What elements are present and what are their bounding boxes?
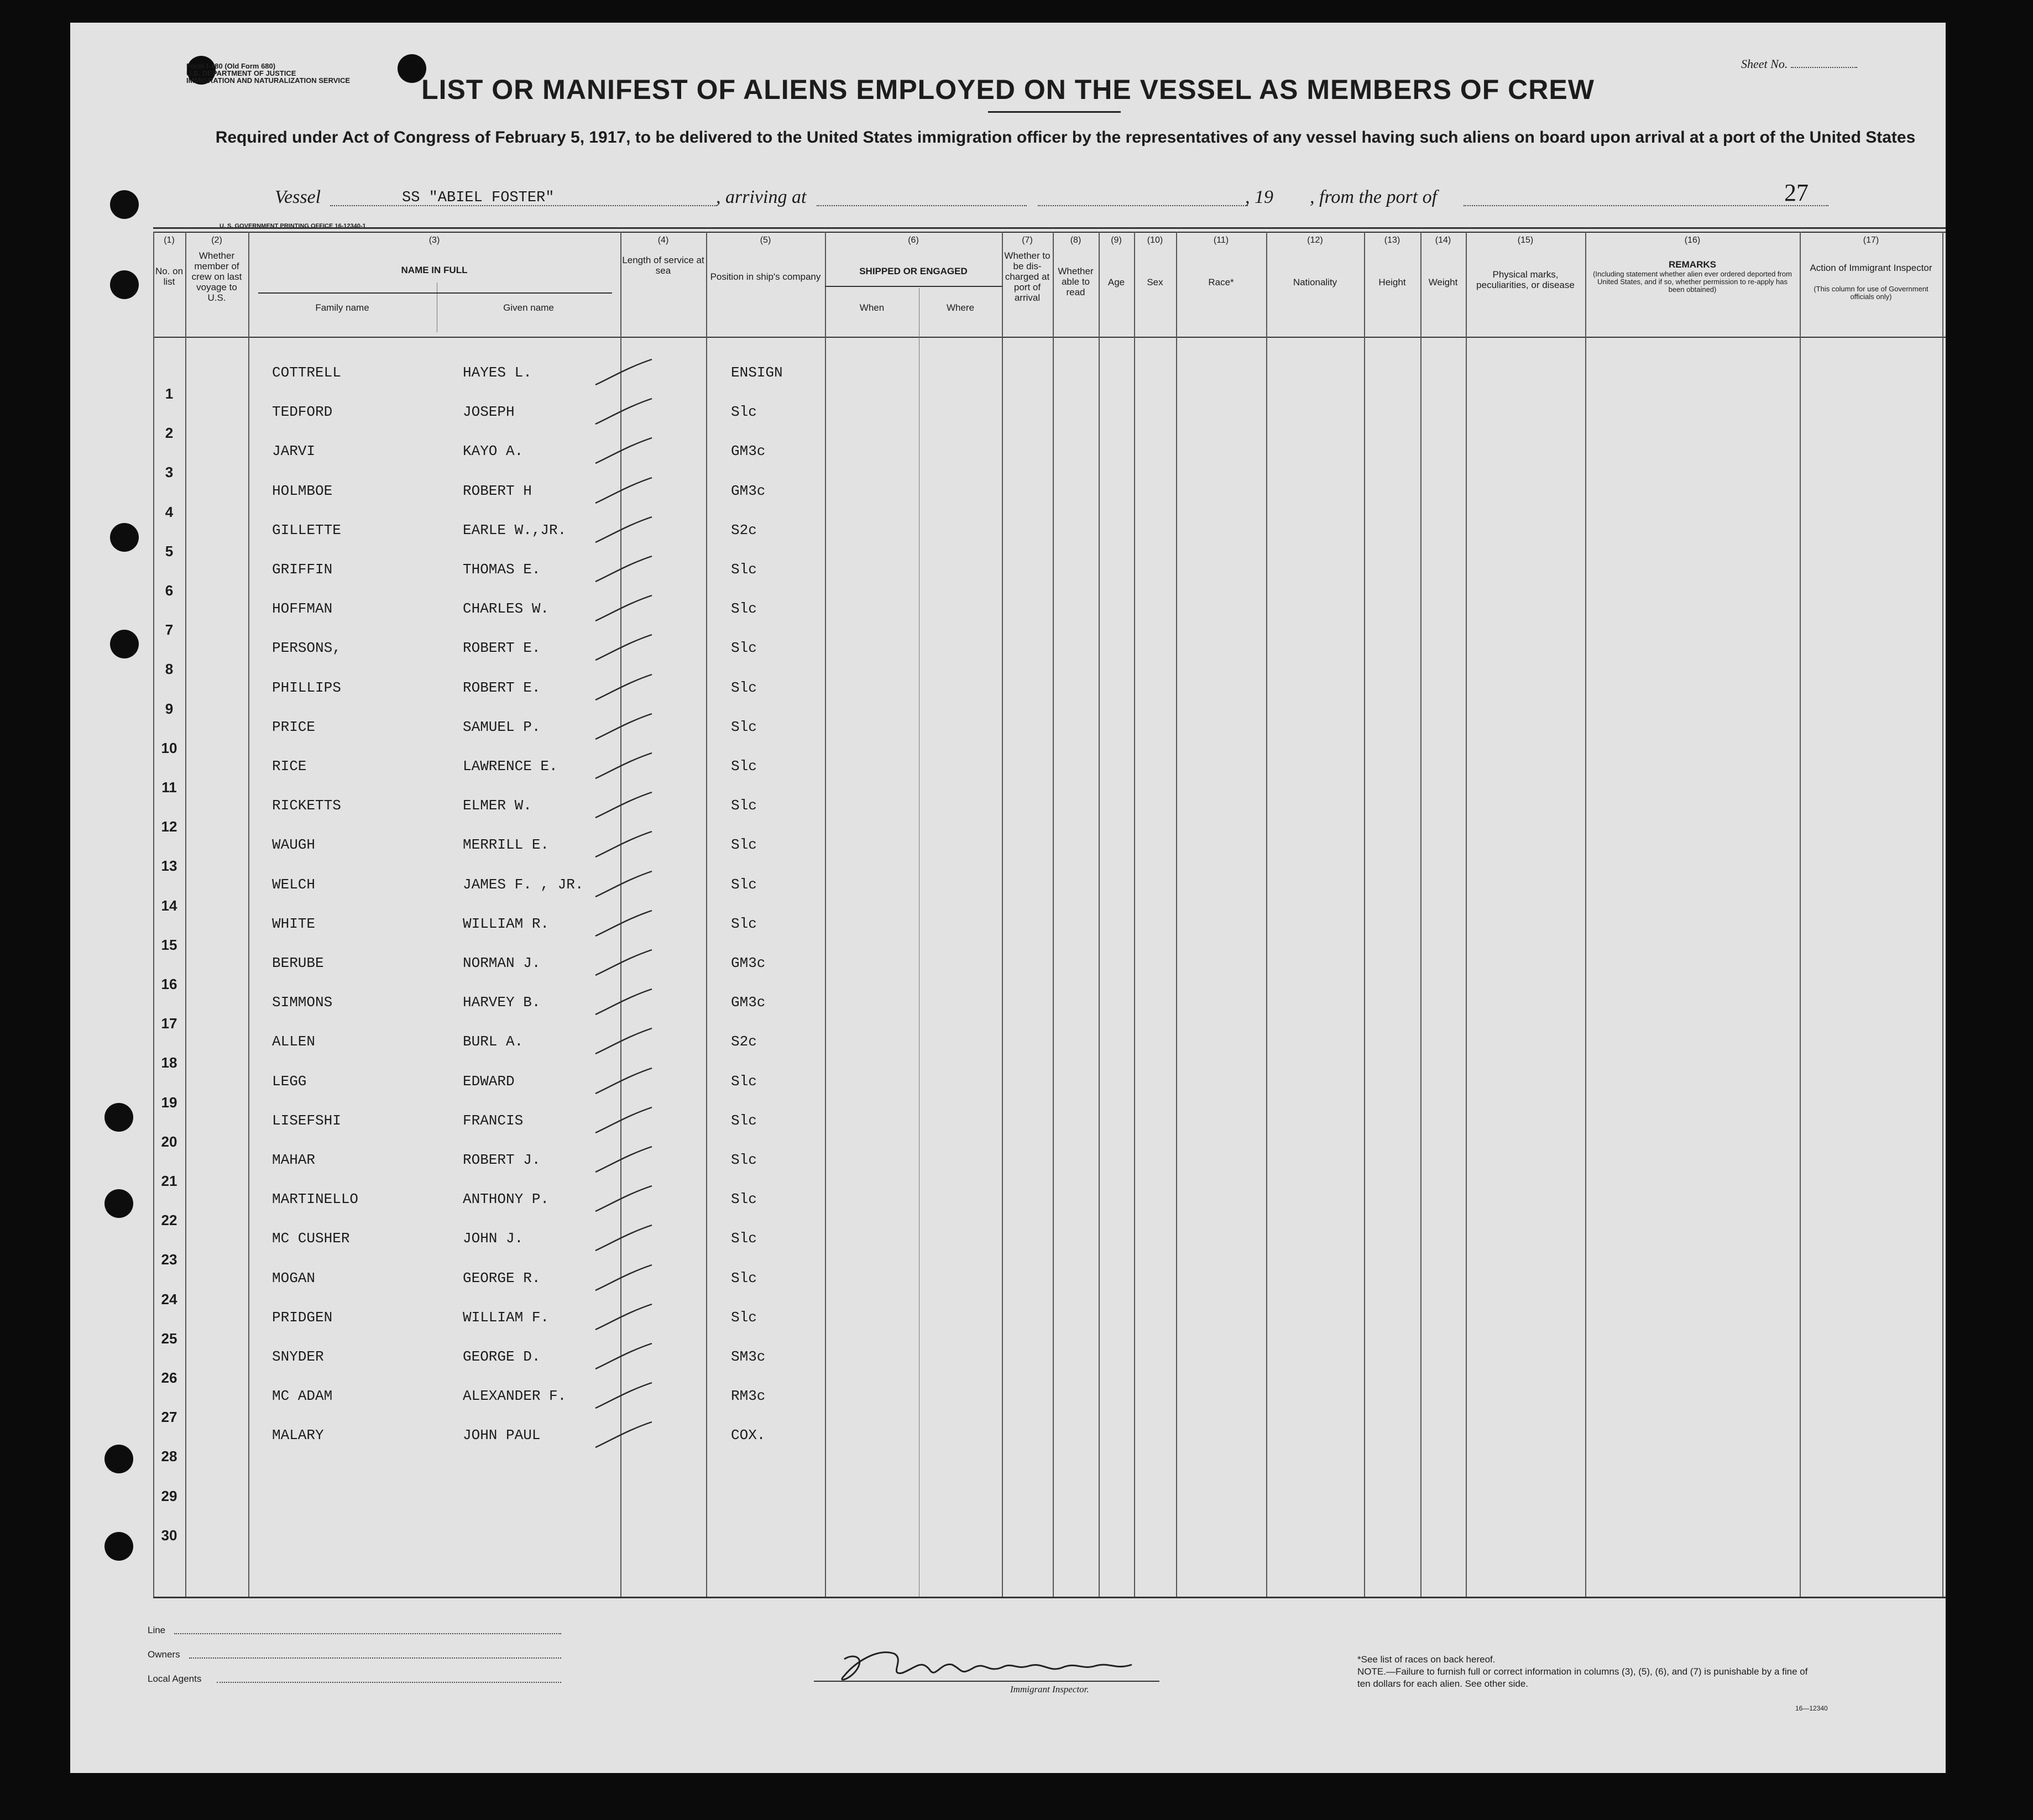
col-header-nationality: Nationality — [1293, 277, 1337, 287]
given-name: GEORGE D. — [463, 1348, 541, 1365]
service-check-mark — [590, 1379, 656, 1413]
row-number: 4 — [165, 504, 174, 520]
family-name: SIMMONS — [272, 994, 333, 1011]
ship-position: Slc — [731, 1270, 757, 1286]
inspector-label: Immigrant Inspector. — [1010, 1684, 1089, 1695]
given-name: EDWARD — [463, 1073, 515, 1090]
service-check-mark — [590, 631, 656, 665]
page-number: 27 — [1784, 179, 1809, 206]
penalty-note: NOTE.—Failure to furnish full or correct information in columns (3), (5), (6), and (7) is punishable by a fine of ten dollars for each alien. See other side. — [1357, 1666, 1808, 1689]
col-num: (2) — [211, 236, 222, 245]
given-name: SAMUEL P. — [463, 719, 541, 735]
service-check-mark — [590, 1222, 656, 1255]
ship-position: Slc — [731, 1073, 757, 1090]
col-header-no: No. on list — [155, 266, 184, 287]
race-note: *See list of races on back hereof. — [1357, 1654, 1496, 1665]
family-name: GRIFFIN — [272, 561, 333, 578]
family-name: WAUGH — [272, 836, 316, 853]
given-name: NORMAN J. — [463, 955, 541, 971]
service-check-mark — [590, 1025, 656, 1058]
ship-position: Slc — [731, 1309, 757, 1326]
given-name: ROBERT J. — [463, 1152, 541, 1168]
given-name: JAMES F. , JR. — [463, 876, 584, 893]
given-name: ALEXANDER F. — [463, 1388, 567, 1404]
remarks-note: (Including statement whether alien ever ordered deported from United States, and if so, whether permission to re-apply has been obtained) — [1593, 270, 1792, 294]
gpo-line: U. S. GOVERNMENT PRINTING OFFICE 16-12340-1 — [219, 223, 366, 229]
row-number: 16 — [161, 976, 177, 992]
ship-position: GM3c — [731, 955, 766, 971]
col-header-name: NAME IN FULL — [401, 265, 468, 275]
family-name: GILLETTE — [272, 522, 341, 538]
page-subtitle: Required under Act of Congress of February 5, 1917, to be delivered to the United States immigration officer by the representatives of any vessel having such aliens on board upon arrival at a port of the United States — [215, 128, 1916, 147]
given-name: GEORGE R. — [463, 1270, 541, 1286]
service-check-mark — [590, 592, 656, 625]
col-header-age: Age — [1107, 277, 1125, 287]
given-name: HARVEY B. — [463, 994, 541, 1011]
service-check-mark — [590, 789, 656, 822]
family-name: MC CUSHER — [272, 1230, 350, 1247]
given-name: JOSEPH — [463, 404, 515, 420]
arriving-label: , arriving at — [716, 187, 807, 207]
vessel-name: SS "ABIEL FOSTER" — [402, 190, 555, 206]
col-num: (14) — [1435, 236, 1451, 245]
row-number: 3 — [165, 464, 174, 480]
vessel-label: Vessel — [275, 187, 321, 207]
ship-position: Slc — [731, 1152, 757, 1168]
col-num: (12) — [1307, 236, 1323, 245]
col-header-height: Height — [1378, 277, 1406, 287]
ship-position: ENSIGN — [731, 364, 783, 381]
ship-position: RM3c — [731, 1388, 766, 1404]
service-check-mark — [590, 750, 656, 783]
row-number: 21 — [161, 1173, 177, 1189]
given-name: ROBERT H — [463, 483, 532, 499]
manifest-sheet — [70, 23, 1946, 1773]
row-number: 20 — [161, 1133, 177, 1150]
family-name: HOFFMAN — [272, 600, 333, 617]
row-number: 7 — [165, 621, 174, 638]
service-check-mark — [590, 514, 656, 547]
family-name: MOGAN — [272, 1270, 316, 1286]
col-header-sex: Sex — [1147, 277, 1163, 287]
service-check-mark — [590, 1419, 656, 1452]
col-num: (15) — [1517, 236, 1534, 245]
col-num: (17) — [1863, 236, 1879, 245]
ship-position: Slc — [731, 836, 757, 853]
row-number: 14 — [161, 897, 177, 914]
col-num: (1) — [164, 236, 175, 245]
col-header-read: Whether able to read — [1058, 266, 1094, 297]
ship-position: S2c — [731, 1033, 757, 1050]
col-header-discharged: Whether to be dis-charged at port of arrival — [1004, 250, 1051, 303]
ship-position: Slc — [731, 876, 757, 893]
row-number: 5 — [165, 543, 174, 559]
service-check-mark — [590, 395, 656, 428]
ship-position: Slc — [731, 797, 757, 814]
service-check-mark — [590, 435, 656, 468]
ship-position: Slc — [731, 1230, 757, 1247]
col-num: (5) — [760, 236, 771, 245]
ship-position: GM3c — [731, 443, 766, 459]
ship-position: Slc — [731, 1112, 757, 1129]
ship-position: GM3c — [731, 483, 766, 499]
service-check-mark — [590, 1065, 656, 1098]
col-header-position: Position in ship's company — [710, 271, 821, 282]
family-name: LEGG — [272, 1073, 307, 1090]
department-name: U.S. DEPARTMENT OF JUSTICE — [186, 69, 296, 77]
row-number: 15 — [161, 937, 177, 953]
ship-position: Slc — [731, 561, 757, 578]
service-check-mark — [590, 1301, 656, 1334]
given-name: LAWRENCE E. — [463, 758, 558, 775]
col-num: (6) — [908, 236, 919, 245]
given-name: ROBERT E. — [463, 679, 541, 696]
family-name: PRIDGEN — [272, 1309, 333, 1326]
col-header-service: Length of service at sea — [622, 255, 704, 276]
punch-hole — [104, 1189, 133, 1218]
year-label: , 19 — [1245, 187, 1273, 207]
family-name: MAHAR — [272, 1152, 316, 1168]
service-check-mark — [590, 946, 656, 980]
family-name: MALARY — [272, 1427, 324, 1444]
service-check-mark — [590, 828, 656, 861]
service-name: IMMIGRATION AND NATURALIZATION SERVICE — [186, 76, 351, 85]
subheader-family-name: Family name — [315, 302, 369, 313]
ship-position: COX. — [731, 1427, 766, 1444]
given-name: JOHN J. — [463, 1230, 524, 1247]
row-number: 24 — [161, 1291, 177, 1308]
family-name: HOLMBOE — [272, 483, 333, 499]
ship-position: Slc — [731, 600, 757, 617]
service-check-mark — [590, 710, 656, 744]
family-name: WELCH — [272, 876, 316, 893]
inspector-note: (This column for use of Government officials only) — [1814, 285, 1929, 301]
family-name: JARVI — [272, 443, 316, 459]
punch-hole — [104, 1532, 133, 1561]
family-name: RICE — [272, 758, 307, 775]
subheader-when: When — [859, 302, 885, 313]
inspector-signature — [811, 1637, 1165, 1698]
agents-label: Local Agents — [148, 1673, 202, 1684]
family-name: MC ADAM — [272, 1388, 333, 1404]
col-header-race: Race* — [1208, 277, 1234, 287]
given-name: EARLE W.,JR. — [463, 522, 567, 538]
family-name: SNYDER — [272, 1348, 324, 1365]
ship-position: S2c — [731, 522, 757, 538]
punch-hole — [104, 1445, 133, 1473]
row-number: 17 — [161, 1015, 177, 1032]
ship-position: Slc — [731, 916, 757, 932]
col-num: (4) — [657, 236, 669, 245]
page-title: LIST OR MANIFEST OF ALIENS EMPLOYED ON THE VESSEL AS MEMBERS OF CREW — [421, 74, 1595, 105]
row-number: 19 — [161, 1094, 177, 1111]
row-number: 2 — [165, 425, 174, 441]
subheader-where: Where — [946, 302, 975, 313]
line-label: Line — [148, 1625, 166, 1635]
service-check-mark — [590, 868, 656, 901]
service-check-mark — [590, 986, 656, 1019]
punch-hole — [104, 1103, 133, 1132]
ship-position: Slc — [731, 719, 757, 735]
given-name: ELMER W. — [463, 797, 532, 814]
col-header-physical: Physical marks, peculiarities, or disease — [1476, 269, 1575, 290]
service-check-mark — [590, 474, 656, 508]
row-number: 18 — [161, 1054, 177, 1071]
service-check-mark — [590, 907, 656, 940]
given-name: WILLIAM R. — [463, 916, 550, 932]
col-num: (7) — [1022, 236, 1033, 245]
given-name: KAYO A. — [463, 443, 524, 459]
row-number: 27 — [161, 1409, 177, 1425]
col-num: (16) — [1684, 236, 1701, 245]
row-number: 13 — [161, 857, 177, 874]
ship-position: Slc — [731, 1191, 757, 1207]
service-check-mark — [590, 553, 656, 586]
family-name: TEDFORD — [272, 404, 333, 420]
service-check-mark — [590, 1262, 656, 1295]
title-underline — [988, 111, 1121, 113]
col-num: (8) — [1070, 236, 1081, 245]
service-check-mark — [590, 671, 656, 704]
family-name: WHITE — [272, 916, 316, 932]
row-number: 10 — [161, 740, 177, 756]
subheader-given-name: Given name — [503, 302, 554, 313]
family-name: RICKETTS — [272, 797, 341, 814]
given-name: ROBERT E. — [463, 640, 541, 656]
punch-hole — [110, 630, 139, 658]
col-header-crew: Whether member of crew on last voyage to U.S. — [191, 250, 242, 303]
port-label: , from the port of — [1310, 187, 1438, 207]
row-number: 9 — [165, 700, 174, 717]
col-header-inspector: Action of Immigrant Inspector — [1810, 263, 1932, 273]
col-header-shipped: SHIPPED OR ENGAGED — [859, 266, 968, 276]
row-number: 26 — [161, 1369, 177, 1386]
service-check-mark — [590, 1104, 656, 1137]
form-code: 16—12340 — [1795, 1704, 1828, 1712]
ship-position: SM3c — [731, 1348, 766, 1365]
punch-hole — [110, 270, 139, 299]
service-check-mark — [590, 1183, 656, 1216]
family-name: BERUBE — [272, 955, 324, 971]
family-name: ALLEN — [272, 1033, 316, 1050]
row-number: 11 — [161, 779, 177, 796]
col-num: (3) — [428, 236, 440, 245]
family-name: PRICE — [272, 719, 316, 735]
family-name: LISEFSHI — [272, 1112, 341, 1129]
family-name: MARTINELLO — [272, 1191, 359, 1207]
service-check-mark — [590, 1143, 656, 1176]
punch-hole — [110, 190, 139, 219]
col-header-remarks: REMARKS — [1669, 259, 1716, 270]
col-header-weight: Weight — [1428, 277, 1458, 287]
owners-label: Owners — [148, 1649, 180, 1660]
ship-position: Slc — [731, 758, 757, 775]
given-name: MERRILL E. — [463, 836, 550, 853]
family-name: PHILLIPS — [272, 679, 341, 696]
col-num: (13) — [1384, 236, 1400, 245]
given-name: CHARLES W. — [463, 600, 550, 617]
given-name: FRANCIS — [463, 1112, 524, 1129]
given-name: ANTHONY P. — [463, 1191, 550, 1207]
row-number: 22 — [161, 1212, 177, 1228]
row-number: 23 — [161, 1251, 177, 1268]
service-check-mark — [590, 356, 656, 389]
family-name: PERSONS, — [272, 640, 341, 656]
ship-position: Slc — [731, 679, 757, 696]
row-number: 8 — [165, 661, 174, 677]
row-number: 30 — [161, 1527, 177, 1544]
ship-position: Slc — [731, 640, 757, 656]
col-num: (9) — [1111, 236, 1122, 245]
ship-position: GM3c — [731, 994, 766, 1011]
service-check-mark — [590, 1340, 656, 1373]
row-number: 6 — [165, 582, 174, 599]
given-name: THOMAS E. — [463, 561, 541, 578]
row-number: 29 — [161, 1488, 177, 1504]
sheet-number-field — [1741, 57, 1857, 71]
ship-position: Slc — [731, 404, 757, 420]
row-number: 12 — [161, 818, 177, 835]
row-number: 25 — [161, 1330, 177, 1347]
col-num: (11) — [1213, 236, 1229, 245]
sheet-number-label: Sheet No. — [1741, 57, 1788, 71]
row-number: 1 — [165, 385, 174, 402]
family-name: COTTRELL — [272, 364, 341, 381]
col-num: (10) — [1147, 236, 1163, 245]
given-name: HAYES L. — [463, 364, 532, 381]
given-name: BURL A. — [463, 1033, 524, 1050]
punch-hole — [110, 523, 139, 552]
given-name: WILLIAM F. — [463, 1309, 550, 1326]
form-number: Form I-480 (Old Form 680) — [186, 62, 276, 70]
row-number: 28 — [161, 1448, 177, 1465]
given-name: JOHN PAUL — [463, 1427, 541, 1444]
